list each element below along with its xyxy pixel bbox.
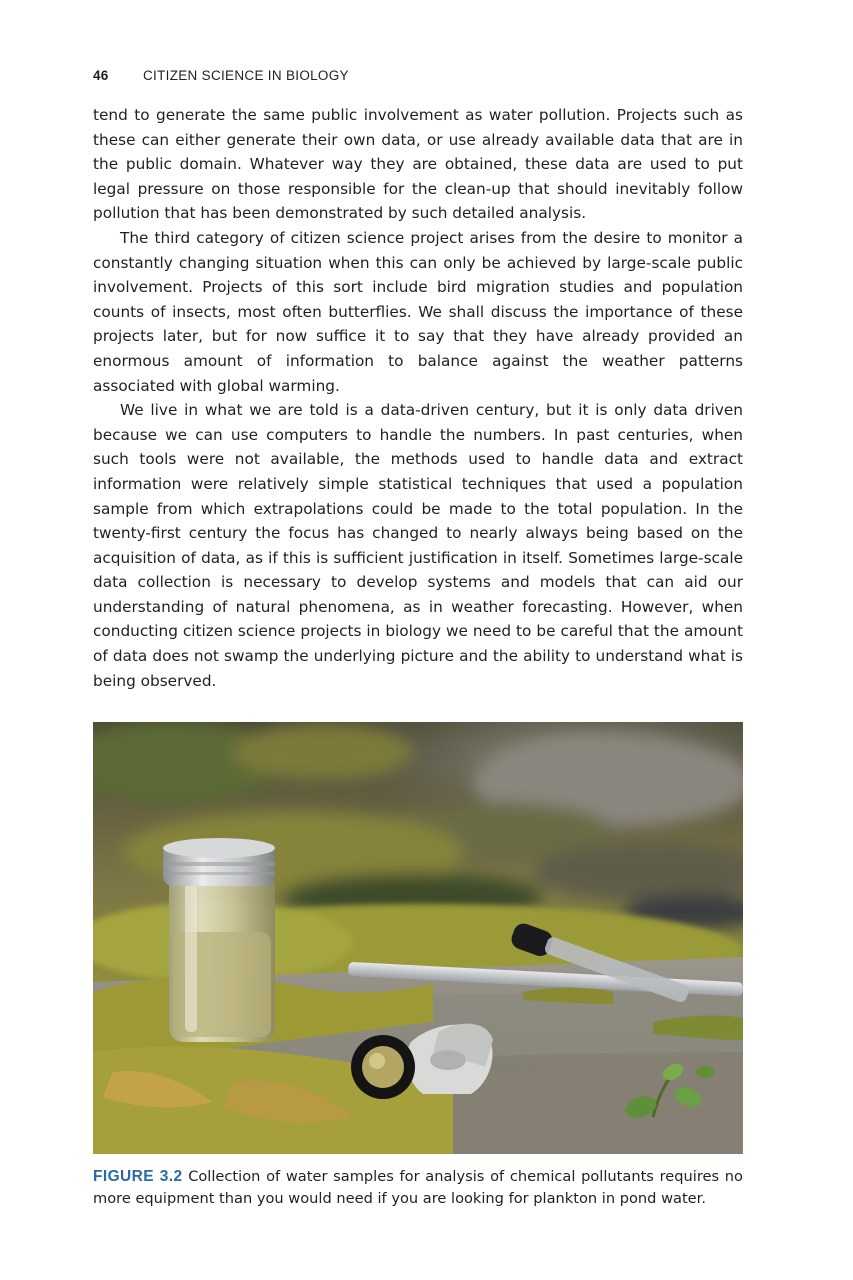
figure-label: FIGURE 3.2: [93, 1168, 183, 1185]
photo-illustration: [93, 722, 743, 1154]
running-head: [93, 68, 349, 83]
paragraph-2: The third category of citizen science project arises from the desire to monitor a constantly changing situation when this can only be achieved by large-scale public involvement. Projects of this sort include bird migration studies and population counts of insects, most often butterflies. We shall discuss the importance of these projects later, but for now suffice it to say that they have already provided an enormous amount of information to balance against the weather patterns associated with global warming.: [93, 228, 743, 395]
figure-photo: [93, 722, 743, 1154]
figure-caption-text: Collection of water samples for analysis of chemical pollutants requires no more equipment than you would need if you are looking for plankton in pond water.: [93, 1168, 743, 1207]
paragraph-1: tend to generate the same public involvement as water pollution. Projects such as these can either generate their own data, or use already available data that are in the public domain. Whatever way they are obtained, these data are used to put legal pressure on those responsible for the clean-up that should inevitably follow pollution that has been demonstrated by such detailed analysis.: [93, 106, 743, 223]
body-text: [93, 103, 743, 693]
book-title: CITIZEN SCIENCE IN BIOLOGY: [143, 68, 349, 83]
paragraph-3: We live in what we are told is a data-driven century, but it is only data driven because we can use computers to handle the numbers. In past centuries, when such tools were not available, the methods used to handle data and extract information were relatively simple statistical techniques that used a population sample from which extrapolations could be made to the total population. In the twenty-first century the focus has changed to nearly always being based on the acquisition of data, as if this is sufficient justification in itself. Sometimes large-scale data collection is necessary to develop systems and models that can aid our understanding of natural phenomena, as in weather forecasting. However, when conducting citizen science projects in biology we need to be careful that the amount of data does not swamp the underlying picture and the ability to understand what is being observed.: [93, 401, 743, 690]
page-number: 46: [93, 68, 109, 83]
figure-caption: [93, 1166, 743, 1210]
sample-jar: [163, 838, 275, 1042]
